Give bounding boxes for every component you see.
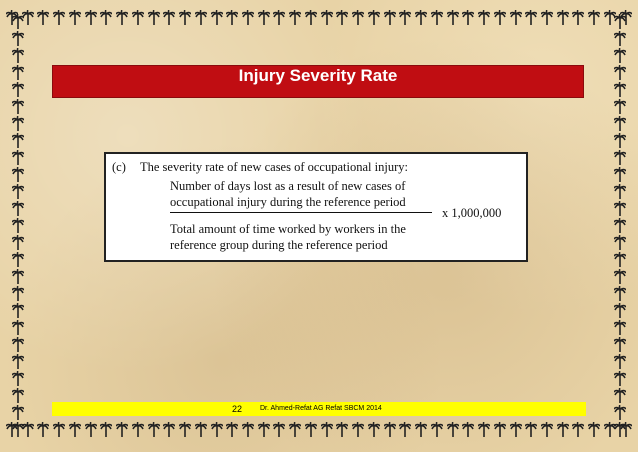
palm-ornament-icon: [541, 422, 553, 438]
palm-ornament-icon: [614, 320, 626, 336]
palm-ornament-icon: [614, 303, 626, 319]
palm-ornament-icon: [289, 10, 301, 26]
palm-ornament-icon: [368, 422, 380, 438]
palm-ornament-icon: [69, 10, 81, 26]
palm-ornament-icon: [179, 10, 191, 26]
palm-ornament-icon: [336, 10, 348, 26]
palm-ornament-icon: [384, 422, 396, 438]
palm-ornament-icon: [211, 10, 223, 26]
palm-ornament-icon: [614, 235, 626, 251]
palm-ornament-icon: [305, 10, 317, 26]
palm-ornament-icon: [336, 422, 348, 438]
palm-ornament-icon: [12, 99, 24, 115]
palm-ornament-icon: [12, 252, 24, 268]
palm-ornament-icon: [12, 371, 24, 387]
palm-ornament-icon: [116, 422, 128, 438]
palm-ornament-icon: [614, 167, 626, 183]
palm-ornament-icon: [415, 422, 427, 438]
fraction-bar: [170, 212, 432, 213]
palm-ornament-icon: [614, 388, 626, 404]
palm-ornament-icon: [226, 422, 238, 438]
palm-ornament-icon: [85, 10, 97, 26]
palm-ornament-icon: [69, 422, 81, 438]
palm-ornament-icon: [12, 14, 24, 30]
palm-ornament-icon: [557, 422, 569, 438]
palm-ornament-icon: [12, 167, 24, 183]
palm-ornament-icon: [525, 10, 537, 26]
palm-ornament-icon: [614, 269, 626, 285]
palm-ornament-icon: [572, 422, 584, 438]
decorative-border-right: [610, 10, 630, 442]
palm-ornament-icon: [478, 422, 490, 438]
palm-ornament-icon: [12, 31, 24, 47]
palm-ornament-icon: [614, 354, 626, 370]
palm-ornament-icon: [242, 10, 254, 26]
footer-credit: Dr. Ahmed-Refat AG Refat SBCM 2014: [260, 405, 382, 412]
palm-ornament-icon: [273, 10, 285, 26]
palm-ornament-icon: [431, 10, 443, 26]
palm-ornament-icon: [588, 422, 600, 438]
formula-image: [104, 152, 528, 262]
palm-ornament-icon: [614, 82, 626, 98]
palm-ornament-icon: [12, 405, 24, 421]
palm-ornament-icon: [226, 10, 238, 26]
formula-numerator-line-1: Number of days lost as a result of new cases of: [170, 179, 406, 193]
palm-ornament-icon: [614, 405, 626, 421]
palm-ornament-icon: [614, 99, 626, 115]
palm-ornament-icon: [614, 252, 626, 268]
palm-ornament-icon: [614, 337, 626, 353]
palm-ornament-icon: [352, 10, 364, 26]
palm-ornament-icon: [478, 10, 490, 26]
palm-ornament-icon: [37, 422, 49, 438]
decorative-border-top: [0, 10, 638, 30]
palm-ornament-icon: [12, 269, 24, 285]
palm-ornament-icon: [179, 422, 191, 438]
palm-ornament-icon: [525, 422, 537, 438]
title-banner: [52, 65, 584, 98]
palm-ornament-icon: [273, 422, 285, 438]
palm-ornament-icon: [132, 10, 144, 26]
footer-bar: [52, 402, 586, 416]
palm-ornament-icon: [12, 337, 24, 353]
palm-ornament-icon: [494, 422, 506, 438]
palm-ornament-icon: [614, 218, 626, 234]
palm-ornament-icon: [12, 201, 24, 217]
palm-ornament-icon: [494, 10, 506, 26]
palm-ornament-icon: [195, 422, 207, 438]
palm-ornament-icon: [148, 422, 160, 438]
palm-ornament-icon: [258, 422, 270, 438]
palm-ornament-icon: [305, 422, 317, 438]
palm-ornament-icon: [614, 150, 626, 166]
palm-ornament-icon: [12, 48, 24, 64]
formula-numerator-line-2: occupational injury during the reference period: [170, 195, 406, 209]
palm-ornament-icon: [614, 65, 626, 81]
palm-ornament-icon: [614, 31, 626, 47]
palm-ornament-icon: [12, 320, 24, 336]
palm-ornament-icon: [352, 422, 364, 438]
palm-ornament-icon: [447, 422, 459, 438]
palm-ornament-icon: [368, 10, 380, 26]
palm-ornament-icon: [100, 10, 112, 26]
palm-ornament-icon: [614, 184, 626, 200]
palm-ornament-icon: [12, 184, 24, 200]
palm-ornament-icon: [12, 286, 24, 302]
palm-ornament-icon: [415, 10, 427, 26]
formula-denominator-line-2: reference group during the reference period: [170, 238, 388, 252]
palm-ornament-icon: [614, 48, 626, 64]
palm-ornament-icon: [12, 65, 24, 81]
palm-ornament-icon: [258, 10, 270, 26]
palm-ornament-icon: [163, 10, 175, 26]
palm-ornament-icon: [116, 10, 128, 26]
formula-denominator-line-1: Total amount of time worked by workers in the: [170, 222, 406, 236]
palm-ornament-icon: [85, 422, 97, 438]
palm-ornament-icon: [12, 354, 24, 370]
palm-ornament-icon: [53, 10, 65, 26]
palm-ornament-icon: [462, 10, 474, 26]
palm-ornament-icon: [614, 116, 626, 132]
palm-ornament-icon: [557, 10, 569, 26]
palm-ornament-icon: [399, 422, 411, 438]
palm-ornament-icon: [431, 422, 443, 438]
palm-ornament-icon: [12, 235, 24, 251]
palm-ornament-icon: [12, 422, 24, 438]
palm-ornament-icon: [195, 10, 207, 26]
palm-ornament-icon: [242, 422, 254, 438]
palm-ornament-icon: [588, 10, 600, 26]
palm-ornament-icon: [614, 133, 626, 149]
palm-ornament-icon: [447, 10, 459, 26]
palm-ornament-icon: [614, 201, 626, 217]
palm-ornament-icon: [399, 10, 411, 26]
palm-ornament-icon: [12, 150, 24, 166]
formula-multiplier: x 1,000,000: [442, 206, 502, 220]
palm-ornament-icon: [12, 218, 24, 234]
page-number: 22: [232, 404, 243, 414]
palm-ornament-icon: [321, 422, 333, 438]
palm-ornament-icon: [211, 422, 223, 438]
decorative-border-left: [8, 10, 28, 442]
decorative-border-bottom: [0, 422, 638, 442]
palm-ornament-icon: [12, 303, 24, 319]
palm-ornament-icon: [384, 10, 396, 26]
palm-ornament-icon: [541, 10, 553, 26]
palm-ornament-icon: [510, 10, 522, 26]
palm-ornament-icon: [510, 422, 522, 438]
palm-ornament-icon: [614, 422, 626, 438]
palm-ornament-icon: [12, 82, 24, 98]
palm-ornament-icon: [163, 422, 175, 438]
palm-ornament-icon: [321, 10, 333, 26]
palm-ornament-icon: [12, 116, 24, 132]
palm-ornament-icon: [614, 14, 626, 30]
palm-ornament-icon: [462, 422, 474, 438]
palm-ornament-icon: [289, 422, 301, 438]
palm-ornament-icon: [614, 371, 626, 387]
palm-ornament-icon: [12, 388, 24, 404]
palm-ornament-icon: [614, 286, 626, 302]
palm-ornament-icon: [37, 10, 49, 26]
formula-item-label: (c): [112, 160, 126, 174]
formula-heading: The severity rate of new cases of occupational injury:: [140, 160, 408, 174]
palm-ornament-icon: [148, 10, 160, 26]
palm-ornament-icon: [132, 422, 144, 438]
palm-ornament-icon: [12, 133, 24, 149]
palm-ornament-icon: [572, 10, 584, 26]
palm-ornament-icon: [53, 422, 65, 438]
slide-title: Injury Severity Rate: [238, 65, 398, 85]
palm-ornament-icon: [100, 422, 112, 438]
